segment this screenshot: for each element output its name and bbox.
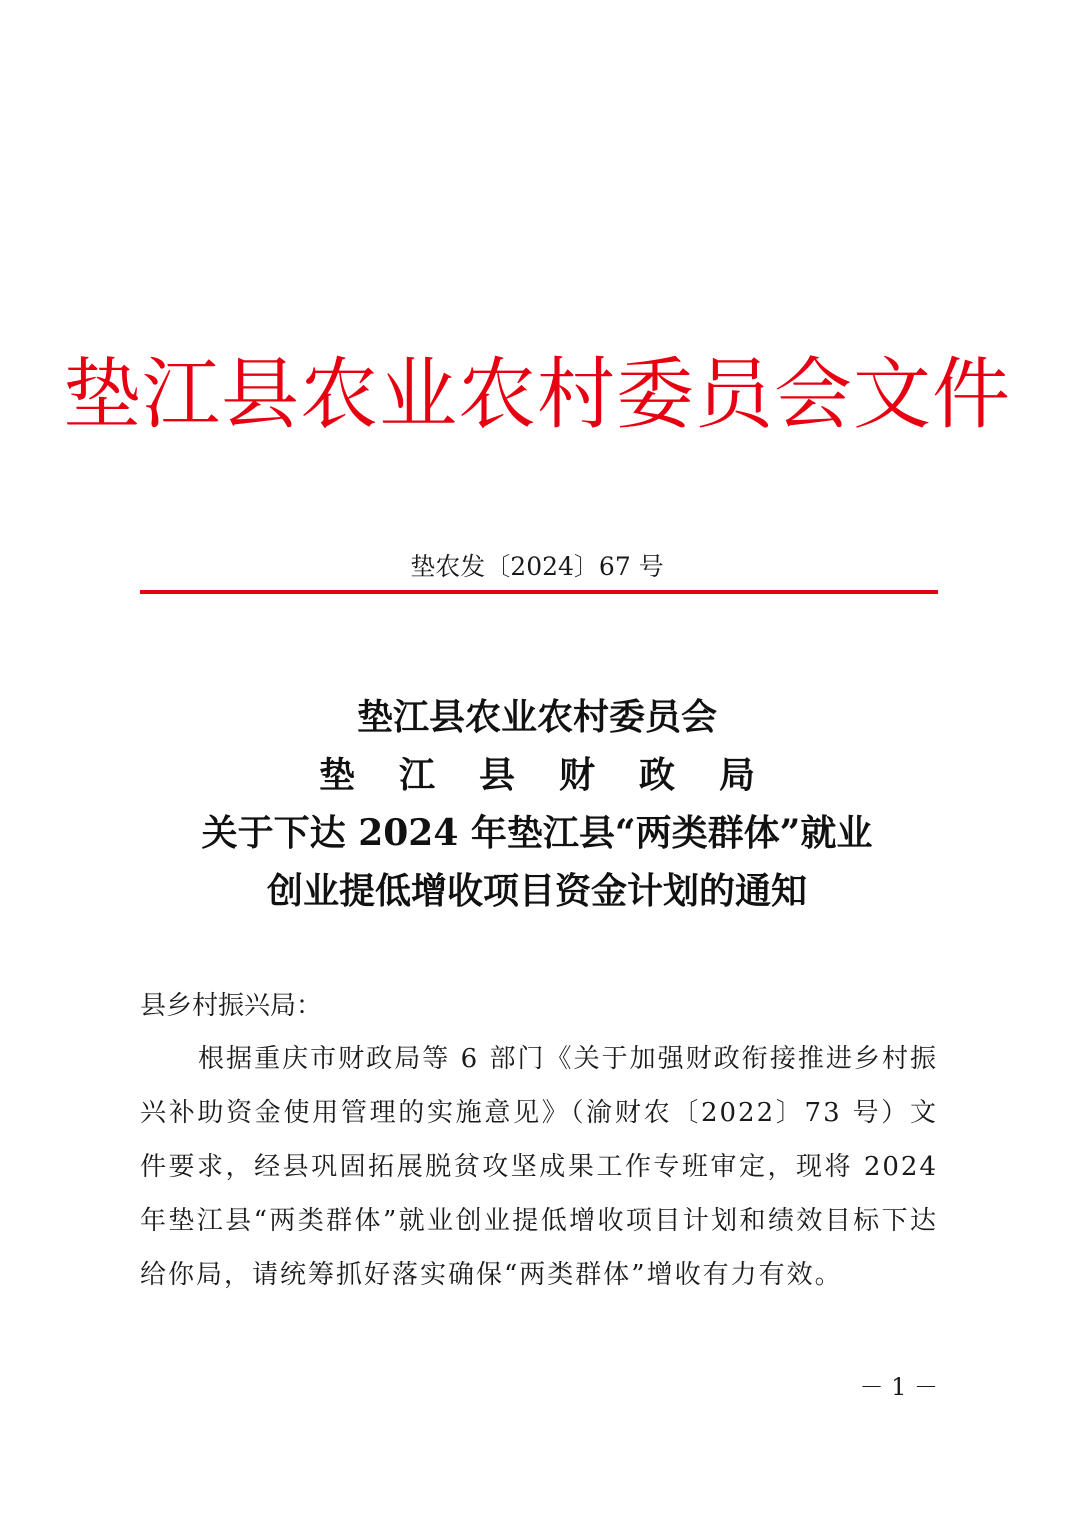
document-header-title: 垫江县农业农村委员会文件 (62, 350, 1011, 440)
red-separator-line (140, 590, 938, 594)
subject-title-line-2: 创业提低增收项目资金计划的通知 (266, 870, 807, 912)
subject-issuer-2 (0, 746, 1074, 804)
document-number: 垫农发〔2024〕67 号 (410, 552, 664, 581)
page-number: － 1 － (859, 1373, 938, 1401)
body-paragraph: 根据重庆市财政局等 6 部门《关于加强财政衔接推进乡村振兴补助资金使用管理的实施意见》（渝财农〔2022〕73 号）文件要求，经县巩固拓展脱贫攻坚成果工作专班审定，现将 2024 年垫江县“两类群体”就业创业提低增收项目计划和绩效目标下达给你局，请统筹抓好落实确保“两类群体”增收有力有效。 (140, 1044, 938, 1290)
subject-issuer-1: 垫江县农业农村委员会 (356, 696, 717, 738)
document-body (140, 980, 938, 1302)
subject-title-line-1: 关于下达 2024 年垫江县“两类群体”就业 (201, 812, 873, 854)
subject-issuer-2-text: 垫江县财政局 (318, 754, 799, 796)
salutation: 县乡村振兴局： (140, 991, 323, 1021)
document-subject (0, 688, 1074, 920)
